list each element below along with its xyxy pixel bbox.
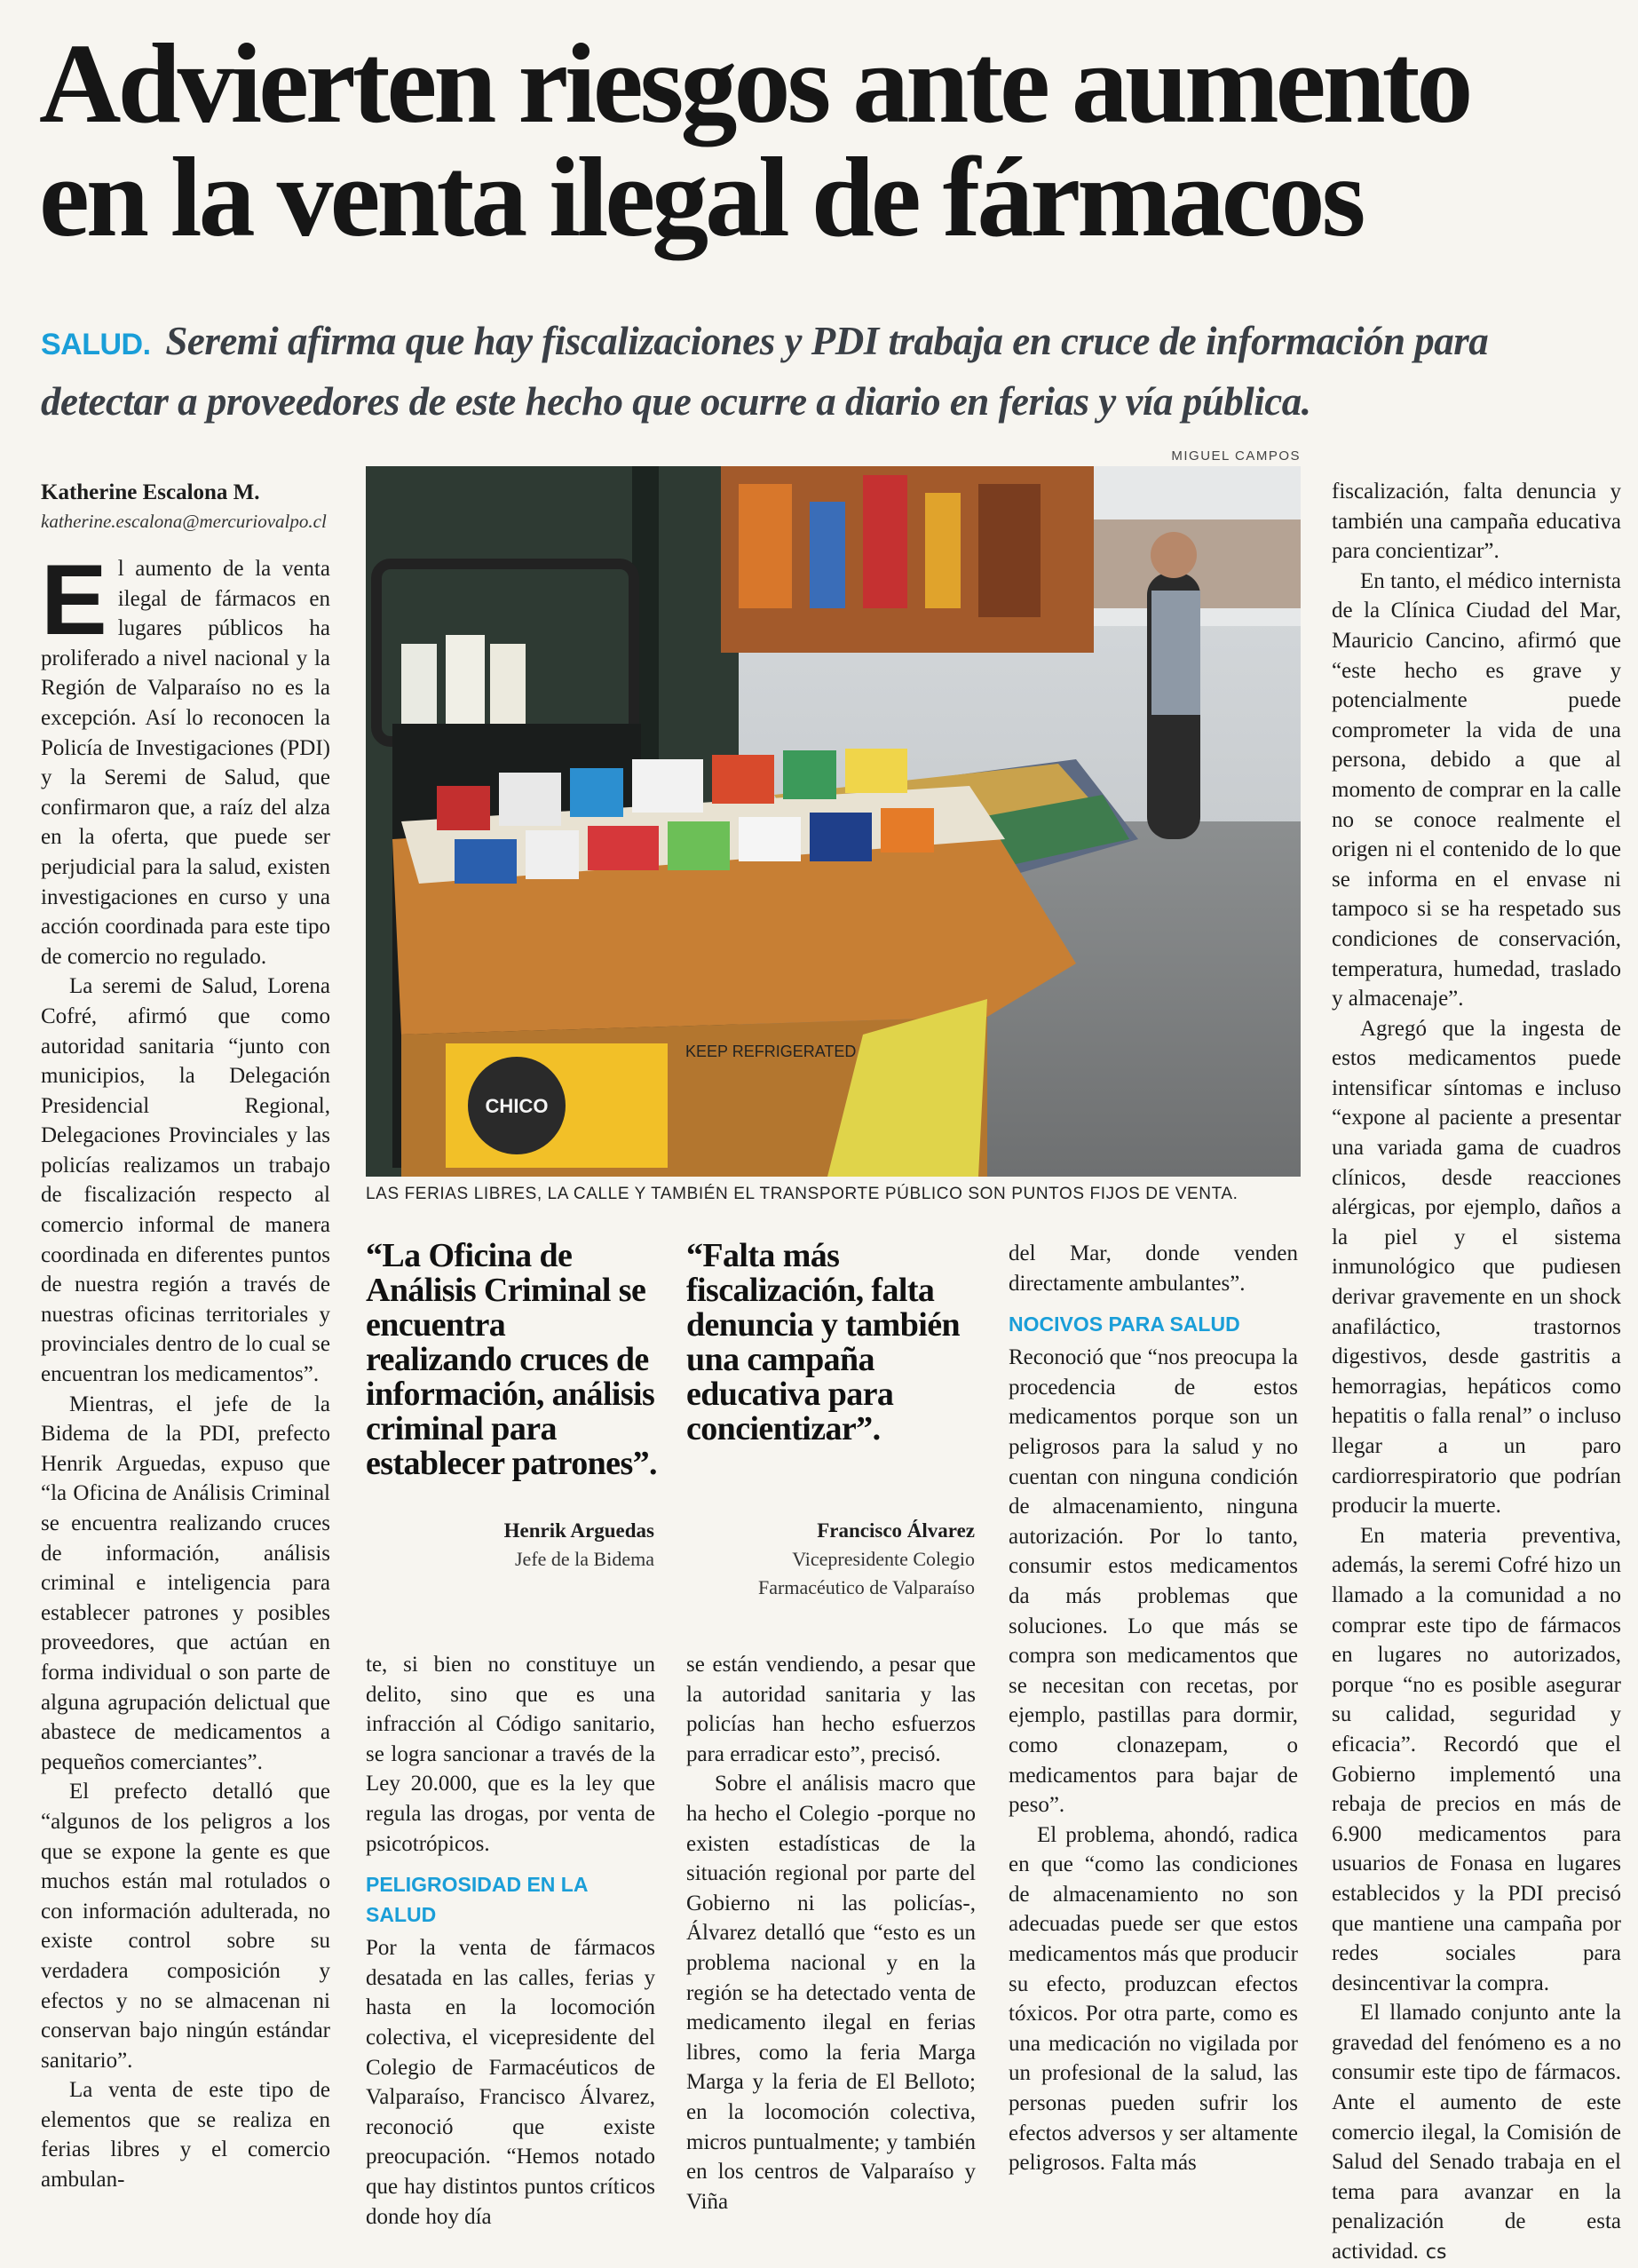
pull-quote-2: “Falta más fiscalización, falta denuncia y también una campaña educativa para concientizar”. (686, 1237, 961, 1447)
column-2 (366, 1650, 655, 2229)
pull-quote-1: “La Oficina de Análisis Criminal se encuentra realizando cruces de información, análisis criminal para establecer patrones”. (366, 1237, 657, 1482)
body-paragraph: Por la venta de fármacos desatada en las calles, ferias y hasta en la locomoción colectiva, el vicepresidente del Colegio de Farmacéuticos de Valparaíso, Francisco Álvarez, reconoció que existe preocupación. “Hemos notado que hay distintos puntos críticos donde hoy día (366, 1936, 655, 2229)
column-4 (1009, 1239, 1298, 2181)
column-1 (41, 478, 330, 2193)
quote-2-role-line-2: Farmacéutico de Valparaíso (758, 1576, 975, 1598)
body-paragraph: Sobre el análisis macro que ha hecho el Colegio -porque no existen estadísticas de la situación regional por parte del Gobierno ni las policías-, Álvarez detalló que “esto es un problema nacional y en la región se ha detectado venta de medicamento ilegal en ferias libres, como la feria Marga Marga y la feria de El Belloto; en la locomoción colectiva, micros puntualmente; y también en los centros de Valparaíso y Viña (686, 1772, 976, 2214)
quote-2-author: Francisco Álvarez (817, 1519, 975, 1542)
body-paragraph: La venta de este tipo de elementos que se realiza en ferias libres y el comercio ambulan- (41, 2078, 330, 2193)
byline-name: Katherine Escalona M. (41, 480, 260, 504)
body-paragraph: El prefecto detalló que “algunos de los peligros a los que se expone la gente es que muchos están mal rotulados o con información adulterada, no existe control sobre su verdadera composición y efectos y no se almacenan ni conservan bajo ningún estándar sanitario”. (41, 1780, 330, 2073)
headline-line-2: en la venta ilegal de fármacos (39, 134, 1363, 260)
deck (41, 313, 1612, 430)
body-paragraph: En materia preventiva, además, la seremi Cofré hizo un llamado a la comunidad a no comprar este tipo de fármacos en lugares no autorizados, porque “no es posible asegurar su calidad, seguridad y eficacia”. Recordó que el Gobierno implementó una rebaja de precios en más de 6.900 medicamentos para usuarios de Fonasa en lugares establecidos y la PDI precisó que mantiene una campaña por redes sociales para desincentivar la compra. (1332, 1523, 1621, 1995)
body-paragraph: del Mar, donde venden directamente ambulantes”. (1009, 1241, 1298, 1296)
drop-cap: E (41, 544, 107, 655)
box-brand-label: CHICO (485, 1095, 549, 1117)
body-paragraph: se están vendiendo, a pesar que la autoridad sanitaria y las policías han hecho esfuerzos para erradicar esto”, precisó. (686, 1653, 976, 1766)
section-kicker: SALUD. (41, 328, 151, 361)
column-3 (686, 1650, 976, 2214)
column-5 (1332, 477, 1621, 2264)
deck-text: Seremi afirma que hay fiscalizaciones y PDI trabaja en cruce de información para detectar a proveedores de este hecho que ocurre a diario en ferias y vía pública. (41, 319, 1489, 424)
body-paragraph: te, si bien no constituye un delito, sino que es una infracción al Código sanitario, se logra sancionar a través de la Ley 20.000, que es la ley que regula las drogas, por venta de psicotrópicos. (366, 1653, 655, 1856)
quote-2-role-line-1: Vicepresidente Colegio (792, 1548, 975, 1570)
body-paragraph: El llamado conjunto ante la gravedad del fenómeno es a no consumir este tipo de fármacos. Ante el aumento de este comercio ilegal, la Comisión de Salud del Senado trabaja en el tema para avanzar en la penalización de esta actividad. cs (1332, 2001, 1621, 2264)
body-paragraph: La seremi de Salud, Lorena Cofré, afirmó que como autoridad sanitaria “junto con municipios, la Delegación Presidencial Regional, Delegaciones Provinciales y las policías realizamos un trabajo de fiscalización respecto al comercio informal de manera coordinada en diferentes puntos de nuestra región a través de nuestras oficinas territoriales y provinciales dentro de lo cual se encuentran los medicamentos”. (41, 974, 330, 1387)
body-paragraph: Mientras, el jefe de la Bidema de la PDI, prefecto Henrik Arguedas, expuso que “la Oficina de Análisis Criminal se encuentra realizando cruces de información, análisis criminal e inteligencia para establecer patrones y posibles proveedores, que actúan en forma individual o son parte de alguna agrupación delictual que abastece de medicamentos a pequeños comerciantes”. (41, 1392, 330, 1774)
body-paragraph: En tanto, el médico internista de la Clínica Ciudad del Mar, Mauricio Cancino, afirmó que “este hecho es grave y potencialmente puede comprometer la vida de una persona, debido a que al momento de comprar en la calle no se conoce realmente el origen ni el contenido de lo que se informa en el envase ni tampoco si se ha respetado sus condiciones de conservación, temperatura, humedad, traslado y almacenaje”. (1332, 568, 1621, 1011)
body-paragraph: El problema, ahondó, radica en que “como las condiciones de almacenamiento no son adecuadas puede ser que estos medicamentos más que producir su efecto, produzcan efectos tóxicos. Por otra parte, como es una medicación no vigilada por un profesional de la salud, las personas pueden sufrir los efectos adversos y ser altamente peligrosos. Falta más (1009, 1822, 1298, 2176)
body-paragraph: Agregó que la ingesta de estos medicamentos puede intensificar síntomas e incluso “expone al paciente a presentar una variada gama de cuadros clínicos, desde reacciones alérgicas, por ejemplo, daños a la piel y el sistema inmunológico que pudiesen derivar gravemente en un shock anafiláctico, trastornos digestivos, desde gastritis a hemorragias, hepáticos como hepatitis o falla renal” o incluso llegar a un paro cardiorrespiratorio que podrían producir la muerte. (1332, 1016, 1621, 1519)
photo-credit: MIGUEL CAMPOS (1171, 448, 1301, 464)
quote-1-author: Henrik Arguedas (503, 1519, 654, 1542)
end-mark: cs (1425, 2241, 1447, 2264)
byline-email: katherine.escalona@mercuriovalpo.cl (41, 511, 327, 532)
subheading-peligrosidad: PELIGROSIDAD EN LA SALUD (366, 1873, 588, 1927)
photo-caption: LAS FERIAS LIBRES, LA CALLE Y TAMBIÉN EL TRANSPORTE PÚBLICO SON PUNTOS FIJOS DE VENTA. (366, 1185, 1238, 1203)
headline-line-1: Advierten riesgos ante aumento (39, 20, 1470, 147)
subheading-nocivos: NOCIVOS PARA SALUD (1009, 1312, 1240, 1336)
body-paragraph: El aumento de la venta ilegal de fármacos en lugares públicos ha proliferado a nivel nacional y la Región de Valparaíso no es la excepción. Así lo reconocen la Policía de Investigaciones (PDI) y la Seremi de Salud, que confirmaron que, a raíz del alza en la oferta, que puede ser perjudicial para la salud, existen investigaciones en curso y una acción coordinada para este tipo de comercio no regulado. (41, 544, 330, 969)
market-photo (366, 466, 1301, 1177)
body-paragraph: fiscalización, falta denuncia y también una campaña educativa para concientizar”. (1332, 480, 1621, 564)
street-market-illustration (366, 466, 1301, 1177)
box-keep-label: KEEP REFRIGERATED (685, 1043, 857, 1060)
headline (39, 20, 1610, 260)
body-paragraph: Reconoció que “nos preocupa la procedencia de estos medicamentos porque son un peligrosos para la salud y no cuentan con ninguna condición de almacenamiento, ninguna autorización. Por lo tanto, consumir estos medicamentos da más problemas que soluciones. Lo que más se compra son medicamentos que se necesitan con recetas, por ejemplo, pastillas para dormir, como clonazepam, o medicamentos para bajar de peso”. (1009, 1345, 1298, 1818)
quote-1-role: Jefe de la Bidema (515, 1548, 654, 1570)
